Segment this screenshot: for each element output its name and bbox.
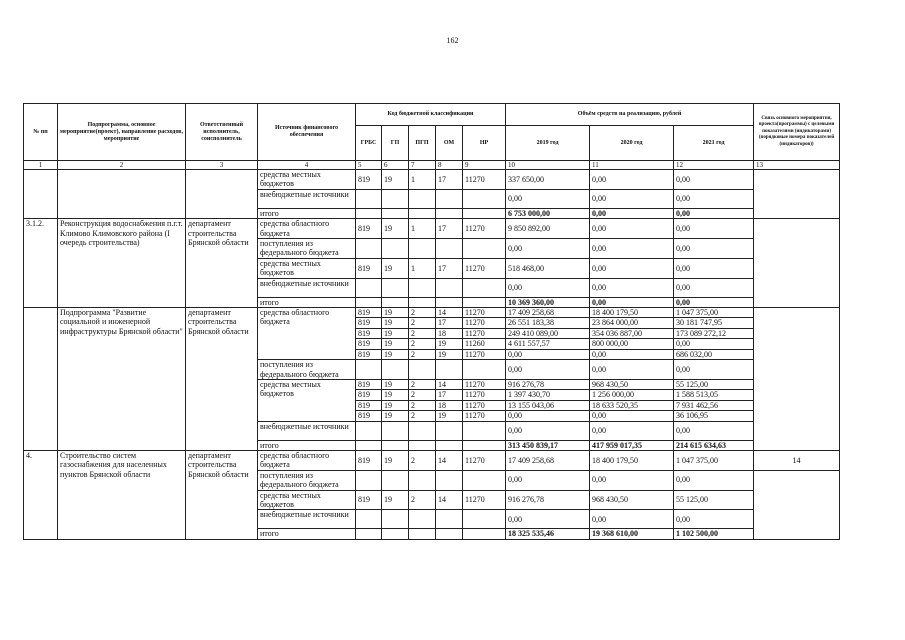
program-name: Строительство систем газоснабжения для населенных пунктов Брянской области [58, 450, 186, 539]
amount-y2021: 1 588 513,05 [674, 390, 754, 400]
amount-y2021: 0,00 [674, 170, 754, 190]
amount-y2019: 10 369 360,00 [506, 297, 590, 307]
amount-y2019: 1 397 430,70 [506, 390, 590, 400]
source-total: итого [258, 208, 356, 218]
amount-y2021: 0,00 [674, 258, 754, 278]
amount-y2020: 968 430,50 [590, 379, 674, 389]
code-pgp [409, 239, 436, 259]
code-pgp: 2 [409, 339, 436, 349]
code-grbs [356, 208, 382, 218]
amount-y2019: 313 450 839,17 [506, 440, 590, 450]
amount-y2021: 0,00 [674, 421, 754, 440]
source-regional: средства областного бюджета [258, 219, 356, 239]
table-row [24, 450, 840, 470]
source-federal: поступления из федерального бюджета [258, 470, 356, 490]
code-nr: 11270 [463, 308, 506, 318]
code-grbs [356, 440, 382, 450]
code-nr [463, 470, 506, 490]
code-nr [463, 278, 506, 297]
amount-y2021: 7 931 462,56 [674, 400, 754, 410]
code-gp [382, 470, 409, 490]
program-name: Реконструкция водоснабжения п.г.т. Климово Климовского района (I очередь строительства) [58, 219, 186, 308]
code-om: 17 [436, 170, 463, 190]
hdr-amount: Объём средств на реализацию, рублей [506, 104, 754, 126]
code-gp [382, 189, 409, 208]
code-pgp: 2 [409, 411, 436, 421]
code-gp [382, 297, 409, 307]
code-om [436, 440, 463, 450]
code-gp: 19 [382, 379, 409, 389]
code-om: 19 [436, 411, 463, 421]
amount-y2020: 0,00 [590, 219, 674, 239]
source-extra: внебюджетные источники [258, 510, 356, 529]
code-gp: 19 [382, 219, 409, 239]
num-cell [24, 308, 58, 451]
amount-y2019: 916 276,78 [506, 379, 590, 389]
code-nr: 11270 [463, 170, 506, 190]
amount-y2020: 0,00 [590, 258, 674, 278]
code-grbs: 819 [356, 450, 382, 470]
amount-y2021: 0,00 [674, 297, 754, 307]
amount-y2019: 0,00 [506, 510, 590, 529]
source-extra: внебюджетные источники [258, 278, 356, 297]
code-nr: 11270 [463, 390, 506, 400]
table-row [24, 161, 840, 170]
code-gp: 19 [382, 349, 409, 359]
amount-y2020: 19 368 610,00 [590, 529, 674, 539]
code-om: 18 [436, 400, 463, 410]
item-number: 4. [24, 450, 58, 539]
hdr-gp: ГП [382, 126, 409, 161]
code-om: 14 [436, 308, 463, 318]
code-grbs [356, 360, 382, 380]
amount-y2021: 686 032,00 [674, 349, 754, 359]
code-om: 14 [436, 450, 463, 470]
amount-y2020: 18 633 520,35 [590, 400, 674, 410]
code-pgp: 1 [409, 219, 436, 239]
code-om [436, 529, 463, 539]
code-gp [382, 239, 409, 259]
code-nr [463, 360, 506, 380]
hdr-link: Связь основного мероприятия, проекта(программы) с целевыми показателями (индикаторами) (порядковые номера показателей (индикаторов)) [754, 104, 840, 161]
code-gp [382, 529, 409, 539]
source-regional: средства областного бюджета [258, 450, 356, 470]
code-grbs [356, 278, 382, 297]
code-nr [463, 208, 506, 218]
amount-y2020: 0,00 [590, 411, 674, 421]
amount-y2019: 0,00 [506, 470, 590, 490]
amount-y2020: 1 256 000,00 [590, 390, 674, 400]
source-total: итого [258, 440, 356, 450]
source-local: средства местных бюджетов [258, 379, 356, 421]
hdr-om: ОМ [436, 126, 463, 161]
amount-y2019: 0,00 [506, 360, 590, 380]
responsible-cell [186, 170, 258, 219]
code-om: 17 [436, 318, 463, 328]
source-federal: поступления из федерального бюджета [258, 360, 356, 380]
col-number: 13 [754, 161, 840, 170]
code-gp: 19 [382, 308, 409, 318]
table-row [24, 308, 840, 318]
code-grbs: 819 [356, 411, 382, 421]
code-nr [463, 297, 506, 307]
amount-y2019: 0,00 [506, 349, 590, 359]
code-grbs [356, 189, 382, 208]
amount-y2019: 518 468,00 [506, 258, 590, 278]
table-row [24, 170, 840, 190]
code-pgp [409, 208, 436, 218]
code-nr: 11260 [463, 339, 506, 349]
code-om [436, 510, 463, 529]
responsible-name: департамент строительства Брянской области [186, 450, 258, 539]
code-gp: 19 [382, 490, 409, 510]
code-pgp [409, 189, 436, 208]
source-extra: внебюджетные источники [258, 189, 356, 208]
hdr-pgp: ПГП [409, 126, 436, 161]
table-row [24, 104, 840, 126]
amount-y2019: 17 409 258,68 [506, 450, 590, 470]
code-gp [382, 510, 409, 529]
code-pgp: 2 [409, 450, 436, 470]
amount-y2021: 0,00 [674, 360, 754, 380]
amount-y2020: 417 959 017,35 [590, 440, 674, 450]
hdr-y2021: 2021 год [674, 126, 754, 161]
code-pgp: 2 [409, 400, 436, 410]
link-cell [754, 308, 840, 451]
code-nr: 11270 [463, 349, 506, 359]
program-cell [58, 170, 186, 219]
code-gp: 19 [382, 390, 409, 400]
code-pgp: 2 [409, 349, 436, 359]
source-extra: внебюджетные источники [258, 421, 356, 440]
amount-y2019: 0,00 [506, 239, 590, 259]
amount-y2021: 55 125,00 [674, 379, 754, 389]
hdr-num: № пп [24, 104, 58, 161]
code-pgp [409, 440, 436, 450]
source-total: итого [258, 529, 356, 539]
amount-y2019: 337 650,00 [506, 170, 590, 190]
code-nr: 11270 [463, 490, 506, 510]
code-om [436, 208, 463, 218]
hdr-y2020: 2020 год [590, 126, 674, 161]
amount-y2020: 0,00 [590, 360, 674, 380]
code-om: 17 [436, 219, 463, 239]
col-number: 10 [506, 161, 590, 170]
code-om [436, 239, 463, 259]
amount-y2021: 30 181 747,95 [674, 318, 754, 328]
code-om: 19 [436, 339, 463, 349]
code-grbs [356, 510, 382, 529]
amount-y2020: 800 000,00 [590, 339, 674, 349]
amount-y2020: 18 400 179,50 [590, 450, 674, 470]
code-nr [463, 510, 506, 529]
amount-y2021: 0,00 [674, 239, 754, 259]
code-pgp: 2 [409, 308, 436, 318]
code-grbs: 819 [356, 379, 382, 389]
code-nr: 11270 [463, 318, 506, 328]
col-number: 12 [674, 161, 754, 170]
code-pgp: 1 [409, 170, 436, 190]
link-cell [754, 219, 840, 308]
amount-y2021: 1 047 375,00 [674, 308, 754, 318]
budget-table [23, 103, 840, 540]
col-number: 9 [463, 161, 506, 170]
amount-y2021: 0,00 [674, 278, 754, 297]
code-grbs [356, 297, 382, 307]
code-grbs [356, 529, 382, 539]
code-pgp [409, 421, 436, 440]
code-gp: 19 [382, 170, 409, 190]
amount-y2019: 0,00 [506, 421, 590, 440]
col-number: 3 [186, 161, 258, 170]
amount-y2019: 4 611 557,57 [506, 339, 590, 349]
code-pgp [409, 470, 436, 490]
code-pgp: 2 [409, 328, 436, 338]
responsible-name: департамент строительства Брянской области [186, 308, 258, 451]
item-number: 3.1.2. [24, 219, 58, 308]
source-local: средства местных бюджетов [258, 170, 356, 190]
amount-y2019: 249 410 089,00 [506, 328, 590, 338]
code-nr: 11270 [463, 400, 506, 410]
code-nr: 11270 [463, 219, 506, 239]
code-nr [463, 189, 506, 208]
amount-y2021: 36 106,95 [674, 411, 754, 421]
code-nr [463, 421, 506, 440]
amount-y2020: 0,00 [590, 297, 674, 307]
code-om [436, 297, 463, 307]
code-gp: 19 [382, 339, 409, 349]
code-gp [382, 208, 409, 218]
source-federal: поступления из федерального бюджета [258, 239, 356, 259]
code-nr [463, 529, 506, 539]
code-grbs: 819 [356, 170, 382, 190]
link-cell [754, 470, 840, 539]
hdr-nr: НР [463, 126, 506, 161]
responsible-name: департамент строительства Брянской области [186, 219, 258, 308]
amount-y2020: 354 036 887,00 [590, 328, 674, 338]
code-gp [382, 360, 409, 380]
code-om: 17 [436, 390, 463, 400]
code-grbs [356, 421, 382, 440]
code-grbs: 819 [356, 390, 382, 400]
code-gp: 19 [382, 400, 409, 410]
code-gp: 19 [382, 411, 409, 421]
amount-y2019: 26 551 183,38 [506, 318, 590, 328]
code-grbs: 819 [356, 258, 382, 278]
code-nr: 11270 [463, 258, 506, 278]
amount-y2021: 0,00 [674, 189, 754, 208]
code-om: 14 [436, 379, 463, 389]
link-value: 14 [754, 450, 840, 470]
code-grbs: 819 [356, 328, 382, 338]
code-gp: 19 [382, 328, 409, 338]
page-number: 162 [446, 36, 459, 45]
code-nr [463, 440, 506, 450]
hdr-source: Источник финансового обеспечения [258, 104, 356, 161]
hdr-budget-code: Код бюджетной классификации [356, 104, 506, 126]
code-pgp [409, 297, 436, 307]
code-pgp: 2 [409, 379, 436, 389]
hdr-program: Подпрограмма, основное мероприятие(проект), направление расходов, мероприятие [58, 104, 186, 161]
source-regional: средства областного бюджета [258, 308, 356, 360]
code-pgp: 2 [409, 318, 436, 328]
code-pgp [409, 529, 436, 539]
source-local: средства местных бюджетов [258, 490, 356, 510]
hdr-grbs: ГРБС [356, 126, 382, 161]
col-number: 6 [382, 161, 409, 170]
code-gp: 19 [382, 450, 409, 470]
code-nr: 11270 [463, 379, 506, 389]
code-grbs: 819 [356, 349, 382, 359]
amount-y2021: 1 102 500,00 [674, 529, 754, 539]
col-number: 4 [258, 161, 356, 170]
code-grbs [356, 470, 382, 490]
hdr-y2019: 2019 год [506, 126, 590, 161]
code-grbs: 819 [356, 339, 382, 349]
code-gp [382, 421, 409, 440]
amount-y2021: 0,00 [674, 208, 754, 218]
code-grbs [356, 239, 382, 259]
amount-y2021: 0,00 [674, 219, 754, 239]
code-gp: 19 [382, 258, 409, 278]
code-om: 18 [436, 328, 463, 338]
code-pgp [409, 510, 436, 529]
source-local: средства местных бюджетов [258, 258, 356, 278]
amount-y2020: 0,00 [590, 510, 674, 529]
code-nr: 11270 [463, 328, 506, 338]
code-grbs: 819 [356, 490, 382, 510]
amount-y2021: 55 125,00 [674, 490, 754, 510]
code-gp: 19 [382, 318, 409, 328]
code-nr [463, 239, 506, 259]
amount-y2020: 0,00 [590, 349, 674, 359]
program-name: Подпрограмма "Развитие социальной и инженерной инфраструктуры Брянской области" [58, 308, 186, 451]
amount-y2020: 0,00 [590, 189, 674, 208]
col-number: 1 [24, 161, 58, 170]
amount-y2019: 0,00 [506, 189, 590, 208]
link-cell [754, 170, 840, 219]
code-om [436, 470, 463, 490]
code-pgp [409, 278, 436, 297]
code-grbs: 819 [356, 308, 382, 318]
amount-y2021: 0,00 [674, 339, 754, 349]
code-nr: 11270 [463, 450, 506, 470]
amount-y2019: 13 155 043,06 [506, 400, 590, 410]
code-grbs: 819 [356, 219, 382, 239]
source-total: итого [258, 297, 356, 307]
code-om [436, 189, 463, 208]
amount-y2019: 17 409 258,68 [506, 308, 590, 318]
amount-y2020: 0,00 [590, 421, 674, 440]
amount-y2019: 916 276,78 [506, 490, 590, 510]
col-number: 11 [590, 161, 674, 170]
code-pgp: 2 [409, 490, 436, 510]
num-cell [24, 170, 58, 219]
col-number: 5 [356, 161, 382, 170]
hdr-responsible: Ответственный исполнитель, соисполнитель [186, 104, 258, 161]
col-number: 7 [409, 161, 436, 170]
amount-y2019: 9 850 892,00 [506, 219, 590, 239]
code-om: 19 [436, 349, 463, 359]
code-gp [382, 440, 409, 450]
amount-y2020: 0,00 [590, 170, 674, 190]
table-row [24, 219, 840, 239]
amount-y2019: 6 753 000,00 [506, 208, 590, 218]
amount-y2019: 0,00 [506, 411, 590, 421]
amount-y2021: 214 615 634,63 [674, 440, 754, 450]
amount-y2020: 0,00 [590, 470, 674, 490]
amount-y2021: 173 089 272,12 [674, 328, 754, 338]
amount-y2020: 0,00 [590, 239, 674, 259]
code-pgp: 1 [409, 258, 436, 278]
amount-y2021: 0,00 [674, 510, 754, 529]
code-grbs: 819 [356, 318, 382, 328]
code-gp [382, 278, 409, 297]
col-number: 8 [436, 161, 463, 170]
amount-y2021: 1 047 375,00 [674, 450, 754, 470]
amount-y2019: 18 325 535,46 [506, 529, 590, 539]
code-om [436, 278, 463, 297]
code-om [436, 360, 463, 380]
amount-y2020: 0,00 [590, 278, 674, 297]
amount-y2021: 0,00 [674, 470, 754, 490]
col-number: 2 [58, 161, 186, 170]
code-pgp: 2 [409, 390, 436, 400]
amount-y2020: 23 864 000,00 [590, 318, 674, 328]
code-om: 17 [436, 258, 463, 278]
amount-y2020: 0,00 [590, 208, 674, 218]
code-pgp [409, 360, 436, 380]
amount-y2020: 18 400 179,50 [590, 308, 674, 318]
code-grbs: 819 [356, 400, 382, 410]
code-om: 14 [436, 490, 463, 510]
amount-y2020: 968 430,50 [590, 490, 674, 510]
code-om [436, 421, 463, 440]
code-nr: 11270 [463, 411, 506, 421]
amount-y2019: 0,00 [506, 278, 590, 297]
